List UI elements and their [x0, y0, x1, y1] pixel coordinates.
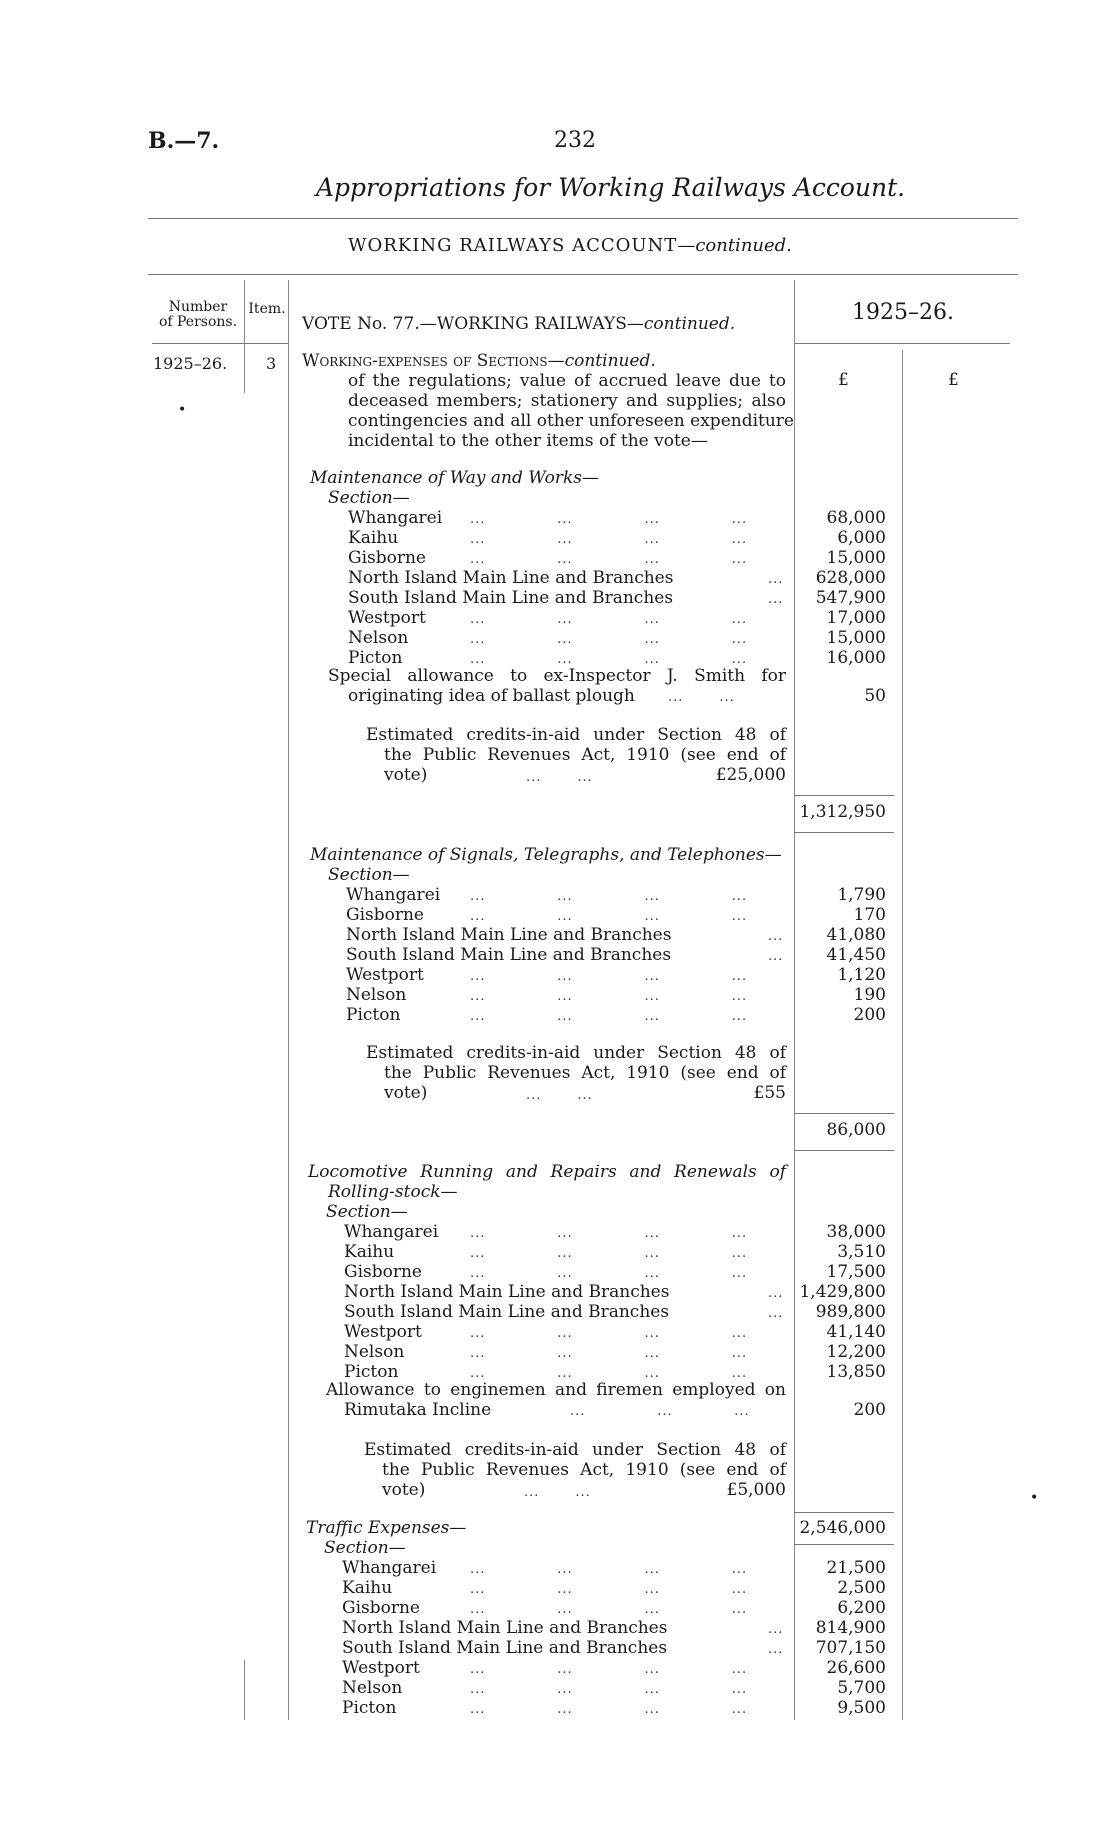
row-amount: 12,200 — [826, 1342, 886, 1362]
row-label: Kaihu — [348, 528, 399, 548]
special-allowance-line-2: originating idea of ballast plough — [348, 686, 635, 706]
total-rule — [794, 1544, 894, 1545]
credits-line — [366, 765, 786, 785]
leader-dots: ... ... — [524, 1485, 591, 1500]
row-amount: 41,450 — [826, 945, 886, 965]
row-label: Westport — [346, 965, 424, 985]
total-rule — [794, 1113, 894, 1114]
row-amount: 628,000 — [815, 568, 886, 588]
section-total-locomotive: 2,546,000 — [799, 1518, 886, 1538]
row-label: Whangarei — [342, 1558, 437, 1578]
leader-dots: ... ... ... ... — [470, 1246, 748, 1261]
intro-heading — [302, 351, 656, 371]
persons-header-line-1: Number — [168, 299, 228, 315]
intro-line: contingencies and all other unforeseen expenditure — [348, 411, 794, 431]
leader-dots: ... ... ... ... — [470, 1226, 748, 1241]
column-header-rule — [152, 343, 288, 344]
row-amount: 3,510 — [837, 1242, 886, 1262]
leader-dots: ... ... ... ... — [470, 889, 748, 904]
row-amount: 989,800 — [815, 1302, 886, 1322]
row-label: Gisborne — [344, 1262, 422, 1282]
section-subheading: Section— — [326, 1202, 408, 1222]
account-title-main: WORKING RAILWAYS ACCOUNT — [348, 235, 678, 256]
row-amount: 17,500 — [826, 1262, 886, 1282]
persons-lower-rule — [244, 1660, 245, 1720]
row-label: North Island Main Line and Branches — [348, 568, 674, 588]
credits-vote-word: vote) — [382, 1480, 426, 1500]
year-column-header: 1925–26. — [852, 300, 954, 325]
leader-dots: ... ... ... ... — [470, 1346, 748, 1361]
leader-dots: ... ... — [526, 770, 593, 785]
intro-line: deceased members; stationery and supplies; also — [348, 391, 786, 411]
row-label: Picton — [342, 1698, 397, 1718]
row-label: Westport — [342, 1658, 420, 1678]
leader-dots: ... — [768, 949, 784, 964]
currency-symbol-1: £ — [838, 370, 849, 390]
persons-year: 1925–26. — [153, 354, 228, 373]
account-title — [348, 235, 792, 256]
total-rule — [794, 795, 894, 796]
row-amount: 16,000 — [826, 648, 886, 668]
section-subheading: Section— — [328, 865, 410, 885]
leader-dots: ... ... ... ... — [470, 652, 748, 667]
row-amount: 200 — [853, 1005, 886, 1025]
amount-header-rule — [794, 343, 1010, 344]
description-column-rule — [794, 280, 795, 1720]
credits-amount: £55 — [753, 1083, 786, 1103]
leader-dots: ... ... — [668, 690, 735, 705]
total-rule — [794, 1512, 894, 1513]
leader-dots: ... ... ... ... — [470, 512, 748, 527]
row-label: Westport — [344, 1322, 422, 1342]
persons-column-header — [152, 300, 244, 330]
row-amount: 814,900 — [815, 1618, 886, 1638]
row-label: South Island Main Line and Branches — [344, 1302, 670, 1322]
credits-line: the Public Revenues Act, 1910 (see end of — [384, 1063, 786, 1083]
leader-dots: ... ... ... ... — [470, 1702, 748, 1717]
row-label: Whangarei — [344, 1222, 439, 1242]
row-label: Whangarei — [346, 885, 441, 905]
currency-symbol-2: £ — [948, 370, 959, 390]
enginemen-allowance-line-2: Rimutaka Incline — [344, 1400, 492, 1420]
credits-line: the Public Revenues Act, 1910 (see end of — [384, 745, 786, 765]
row-amount: 6,200 — [837, 1598, 886, 1618]
row-label: South Island Main Line and Branches — [346, 945, 672, 965]
intro-text — [348, 371, 794, 451]
vote-title — [302, 314, 735, 334]
row-amount: 170 — [853, 905, 886, 925]
section-heading-signals: Maintenance of Signals, Telegraphs, and Telephones— — [310, 845, 782, 865]
credits-line: the Public Revenues Act, 1910 (see end of — [382, 1460, 786, 1480]
enginemen-allowance-line-1: Allowance to enginemen and firemen employed on — [326, 1380, 786, 1400]
vote-title-main: VOTE No. 77.—WORKING RAILWAYS — [302, 314, 627, 334]
leader-dots: ... ... ... ... — [470, 1662, 748, 1677]
leader-dots: ... ... ... ... — [470, 1582, 748, 1597]
margin-mark: • — [1030, 1490, 1039, 1506]
row-label: Picton — [346, 1005, 401, 1025]
leader-dots: ... ... ... ... — [470, 1009, 748, 1024]
credits-line: Estimated credits-in-aid under Section 48 of — [366, 1043, 786, 1063]
credits-line: Estimated credits-in-aid under Section 48 of — [366, 725, 786, 745]
leader-dots: ... ... ... ... — [470, 1366, 748, 1381]
leader-dots: ... ... — [526, 1088, 593, 1103]
row-label: Kaihu — [342, 1578, 393, 1598]
row-amount: 5,700 — [837, 1678, 886, 1698]
document-code: B.—7. — [148, 128, 220, 154]
page-number: 232 — [554, 128, 596, 153]
row-label: Nelson — [344, 1342, 405, 1362]
section-subheading: Section— — [324, 1538, 406, 1558]
row-amount: 1,120 — [837, 965, 886, 985]
row-label: South Island Main Line and Branches — [342, 1638, 668, 1658]
section-total-signals: 86,000 — [826, 1120, 886, 1140]
item-column-header: Item. — [248, 301, 286, 317]
row-label: Kaihu — [344, 1242, 395, 1262]
row-amount: 41,080 — [826, 925, 886, 945]
row-amount: 9,500 — [837, 1698, 886, 1718]
leader-dots: ... ... ... ... — [470, 989, 748, 1004]
leader-dots: ... ... ... ... — [470, 969, 748, 984]
row-amount: 1,429,800 — [799, 1282, 886, 1302]
leader-dots: ... — [768, 1286, 784, 1301]
amount-column-rule — [902, 350, 903, 1720]
credits-line — [364, 1480, 786, 1500]
row-label: Whangarei — [348, 508, 443, 528]
row-amount: 13,850 — [826, 1362, 886, 1382]
row-amount: 21,500 — [826, 1558, 886, 1578]
leader-dots: ... — [768, 572, 784, 587]
row-label: Picton — [348, 648, 403, 668]
leader-dots: ... ... ... ... — [470, 1602, 748, 1617]
item-column-rule — [288, 280, 289, 1720]
row-amount: 15,000 — [826, 548, 886, 568]
leader-dots: ... — [768, 1306, 784, 1321]
credits-amount: £25,000 — [715, 765, 786, 785]
page-title: Appropriations for Working Railways Account. — [316, 173, 906, 202]
credits-in-aid-signals — [366, 1043, 786, 1103]
row-amount: 15,000 — [826, 628, 886, 648]
row-label: North Island Main Line and Branches — [342, 1618, 668, 1638]
credits-line: Estimated credits-in-aid under Section 48 of — [364, 1440, 786, 1460]
vote-title-suffix: —continued. — [626, 314, 736, 334]
special-allowance-line-1: Special allowance to ex-Inspector J. Smith for — [328, 666, 786, 686]
credits-in-aid-locomotive — [364, 1440, 786, 1500]
section-subheading: Section— — [328, 488, 410, 508]
row-label: Nelson — [342, 1678, 403, 1698]
total-rule — [794, 832, 894, 833]
section-heading-way-works: Maintenance of Way and Works— — [310, 468, 599, 488]
leader-dots: ... — [768, 929, 784, 944]
row-amount: 190 — [853, 985, 886, 1005]
leader-dots: ... ... ... ... — [470, 1326, 748, 1341]
subheader-rule — [148, 274, 1018, 275]
leader-dots: ... ... ... ... — [470, 612, 748, 627]
row-amount: 707,150 — [815, 1638, 886, 1658]
intro-heading-caps: Working-expenses of Sections — [302, 351, 548, 371]
row-amount: 68,000 — [826, 508, 886, 528]
row-label: Westport — [348, 608, 426, 628]
header-rule — [148, 218, 1018, 219]
persons-header-line-2: of Persons. — [158, 314, 238, 330]
credits-amount: £5,000 — [726, 1480, 786, 1500]
row-amount: 2,500 — [837, 1578, 886, 1598]
leader-dots: ... ... ... ... — [470, 532, 748, 547]
row-amount: 6,000 — [837, 528, 886, 548]
row-label: Gisborne — [348, 548, 426, 568]
section-heading-traffic: Traffic Expenses— — [306, 1518, 467, 1538]
item-number: 3 — [266, 354, 277, 373]
row-label: Picton — [344, 1362, 399, 1382]
intro-line: incidental to the other items of the vote— — [348, 431, 708, 451]
row-label: Gisborne — [346, 905, 424, 925]
row-amount: 38,000 — [826, 1222, 886, 1242]
row-label: Nelson — [346, 985, 407, 1005]
row-label: North Island Main Line and Branches — [344, 1282, 670, 1302]
leader-dots: ... — [768, 592, 784, 607]
leader-dots: ... ... ... ... — [470, 632, 748, 647]
enginemen-allowance-amount: 200 — [853, 1400, 886, 1420]
leader-dots: ... ... ... ... — [470, 1266, 748, 1281]
row-amount: 41,140 — [826, 1322, 886, 1342]
page-mark: • — [178, 402, 187, 418]
credits-in-aid-way-works — [366, 725, 786, 785]
persons-column-rule — [244, 280, 245, 393]
leader-dots: ... ... ... ... — [470, 1682, 748, 1697]
credits-vote-word: vote) — [384, 765, 428, 785]
leader-dots: ... ... ... — [570, 1404, 750, 1419]
total-rule — [794, 1150, 894, 1151]
row-amount: 26,600 — [826, 1658, 886, 1678]
leader-dots: ... ... ... ... — [470, 909, 748, 924]
section-total-way-works: 1,312,950 — [799, 802, 886, 822]
row-label: South Island Main Line and Branches — [348, 588, 674, 608]
row-amount: 17,000 — [826, 608, 886, 628]
credits-vote-word: vote) — [384, 1083, 428, 1103]
leader-dots: ... ... ... ... — [470, 552, 748, 567]
row-amount: 1,790 — [837, 885, 886, 905]
section-heading-locomotive: Locomotive Running and Repairs and Renewals of — [308, 1162, 786, 1182]
row-label: Gisborne — [342, 1598, 420, 1618]
row-label: North Island Main Line and Branches — [346, 925, 672, 945]
intro-heading-suffix: —continued. — [547, 351, 656, 371]
row-label: Nelson — [348, 628, 409, 648]
section-heading-locomotive-cont: Rolling-stock— — [328, 1182, 458, 1202]
leader-dots: ... — [768, 1622, 784, 1637]
credits-line — [366, 1083, 786, 1103]
special-allowance-amount: 50 — [864, 686, 886, 706]
leader-dots: ... — [768, 1642, 784, 1657]
account-title-suffix: —continued. — [677, 235, 792, 256]
leader-dots: ... ... ... ... — [470, 1562, 748, 1577]
row-amount: 547,900 — [815, 588, 886, 608]
intro-line: of the regulations; value of accrued leave due to — [348, 371, 786, 391]
